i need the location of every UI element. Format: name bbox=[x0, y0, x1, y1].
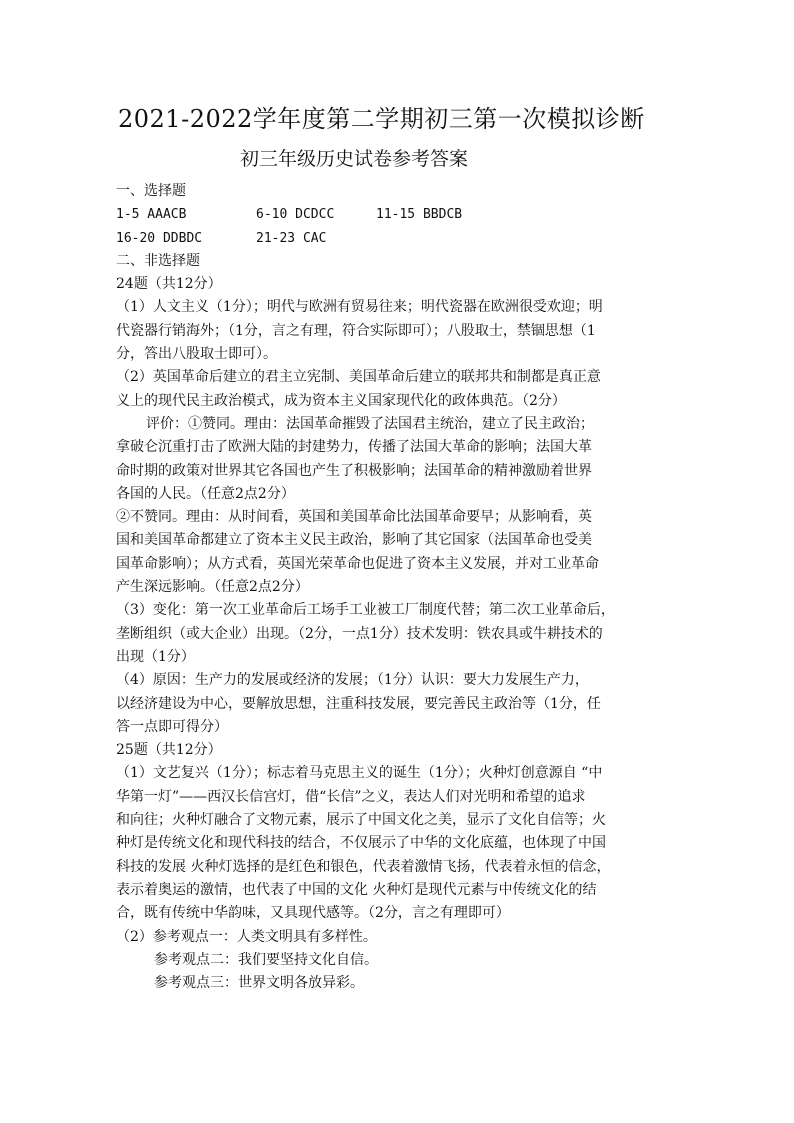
answer-line: 参考观点三：世界文明各放异彩。 bbox=[154, 975, 364, 992]
answer-line: 国和美国革命都建立了资本主义民主政治，影响了其它国家（法国革命也受美 bbox=[116, 532, 592, 549]
section-heading-choice: 一、选择题 bbox=[116, 183, 186, 199]
answer-line: 表示着奥运的激情，也代表了中国的文化 火种灯是现代元素与中传统文化的结 bbox=[116, 881, 597, 898]
answer-line: 和向往；火种灯融合了文物元素，展示了中国文化之美，显示了文化自信等；火 bbox=[116, 812, 606, 829]
answer-line: ②不赞同。理由：从时间看，英国和美国革命比法国革命要早；从影响看，英 bbox=[116, 509, 592, 526]
answer-line: （4）原因：生产力的发展或经济的发展；（1分）认识：要大力发展生产力， bbox=[116, 672, 589, 689]
answer-line: 参考观点二：我们要坚持文化自信。 bbox=[154, 951, 378, 968]
document-title: 2021-2022学年度第二学期初三第一次模拟诊断 bbox=[118, 105, 645, 133]
answer-line: 国革命影响）；从方式看，英国光荣革命也促进了资本主义发展，并对工业革命 bbox=[116, 555, 599, 572]
choice-answer-group: 16-20 DDBDC bbox=[116, 230, 203, 246]
answer-line: 种灯是传统文化和现代科技的结合，不仅展示了中华的文化底蕴，也体现了中国 bbox=[116, 835, 606, 852]
answer-line: 命时期的政策对世界其它各国也产生了积极影响；法国革命的精神激励着世界 bbox=[116, 462, 592, 479]
answer-line: （2）英国革命后建立的君主立宪制、美国革命后建立的联邦共和制都是真正意 bbox=[116, 369, 601, 386]
question-24-heading: 24题（共12分） bbox=[116, 276, 222, 293]
answer-line: 评价：①赞同。理由：法国革命摧毁了法国君主统治，建立了民主政治； bbox=[146, 415, 594, 432]
answer-line: 合，既有传统中华韵味，又具现代感等。（2分，言之有理即可） bbox=[116, 905, 510, 922]
answer-line: （1）文艺复兴（1分）；标志着马克思主义的诞生（1分）；火种灯创意源自 “中 bbox=[116, 765, 603, 782]
answer-content bbox=[116, 180, 680, 995]
choice-answer-group: 6-10 DCDCC bbox=[256, 207, 335, 223]
answer-line: 拿破仑沉重打击了欧洲大陆的封建势力，传播了法国大革命的影响；法国大革 bbox=[116, 439, 592, 456]
answer-line: 分，答出八股取士即可）。 bbox=[116, 346, 277, 363]
answer-line: 代瓷器行销海外；（1分，言之有理，符合实际即可）；八股取士，禁锢思想（1 bbox=[116, 322, 596, 339]
answer-line: 出现（1分） bbox=[116, 648, 195, 665]
answer-line: （2）参考观点一：人类文明具有多样性。 bbox=[116, 928, 377, 945]
answer-line: （1）人文主义（1分）；明代与欧洲有贸易往来；明代瓷器在欧洲很受欢迎；明 bbox=[116, 299, 603, 316]
choice-answer-group: 1-5 AAACB bbox=[116, 207, 187, 223]
answer-line: 垄断组织（或大企业）出现。（2分，一点1分）技术发明：铁农具或牛耕技术的 bbox=[116, 625, 603, 642]
answer-line: （3）变化：第一次工业革命后工场手工业被工厂制度代替；第二次工业革命后， bbox=[116, 602, 615, 619]
answer-line: 答一点即可得分） bbox=[116, 718, 228, 735]
section-heading-nonchoice: 二、非选择题 bbox=[116, 252, 200, 269]
choice-answers-row-2 bbox=[116, 227, 680, 250]
answer-line: 科技的发展 火种灯选择的是红色和银色，代表着激情飞扬，代表着永恒的信念， bbox=[116, 858, 611, 875]
answer-line: 华第一灯”——西汉长信宫灯，借“长信”之义，表达人们对光明和希望的追求 bbox=[116, 788, 586, 805]
answer-line: 各国的人民。（任意2点2分） bbox=[116, 485, 295, 502]
choice-answer-group: 21-23 CAC bbox=[256, 230, 327, 246]
choice-answers-row-1 bbox=[116, 203, 680, 226]
answer-line: 产生深远影响。（任意2点2分） bbox=[116, 579, 309, 596]
choice-answer-group: 11-15 BBDCB bbox=[376, 207, 463, 223]
answer-line: 义上的现代民主政治模式，成为资本主义国家现代化的政体典范。（2分） bbox=[116, 392, 566, 409]
document-subtitle: 初三年级历史试卷参考答案 bbox=[240, 148, 469, 170]
answer-line: 以经济建设为中心，要解放思想，注重科技发展，要完善民主政治等（1分，任 bbox=[116, 695, 601, 712]
question-25-heading: 25题（共12分） bbox=[116, 742, 222, 759]
